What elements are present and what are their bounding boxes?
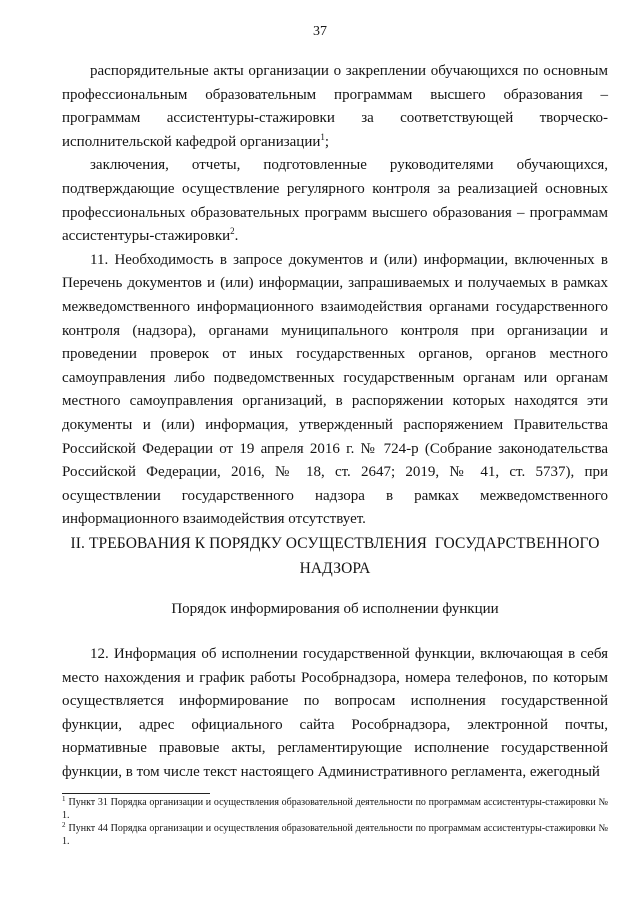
bottom-text-block [62, 643, 608, 785]
section-title-line: НАДЗОРА [299, 560, 371, 577]
footnote-reference: 2 [230, 226, 235, 237]
footnote-text: Пункт 44 Порядка организации и осуществления образовательной деятельности по программам ассистентуры-стажировки № 1. [62, 823, 608, 847]
section-title-line: II. ТРЕБОВАНИЯ К ПОРЯДКУ ОСУЩЕСТВЛЕНИЯ ГОСУДАРСТВЕННОГО [70, 535, 600, 552]
paragraph-text: распорядительные акты организации о закреплении обучающихся по основным профессиональным образовательным программам высшего образования – программам ассистентуры-стажировки за соответствующей творческо-исполнительской кафедрой организации [62, 63, 608, 150]
footnote-divider [62, 793, 210, 794]
page-number: 37 [313, 24, 327, 39]
paragraph-orders [62, 60, 608, 154]
paragraph-tail: ; [324, 133, 330, 150]
top-text-block [62, 60, 608, 532]
paragraph-tail: . [234, 228, 239, 245]
paragraph-text: заключения, отчеты, подготовленные руководителями обучающихся, подтверждающие осуществление регулярного контроля за реализацией основных профессиональных образовательных программ высшего образования – программам ассистентуры-стажировки [62, 157, 608, 245]
paragraph-conclusions [62, 154, 608, 248]
paragraph-text: 11. Необходимость в запросе документов и (или) информации, включенных в Перечень документов и (или) информации, запрашиваемых и получаемых в рамках межведомственного информационного взаимодействия органами государственного контроля (надзора), органами муниципального контроля при организации и проведении проверок от иных государственных органов, органов местного самоуправления либо подведомственных государственным органам или органам местного самоуправления организаций, в распоряжении которых находятся эти документы и (или) информация, утвержденный распоряжением Правительства Российской Федерации от 19 апреля 2016 г. № 724-р (Собрание законодательства Российской Федерации, 2016, № 18, ст. 2647; 2019, № 41, ст. 5737), при осуществлении государственного надзора в рамках межведомственного информационного взаимодействия отсутствует. [62, 251, 608, 528]
footnote-reference: 1 [320, 131, 325, 142]
footnote-mark: 2 [62, 820, 66, 829]
footnote [62, 820, 608, 848]
footnotes [62, 794, 608, 849]
paragraph-11 [62, 249, 608, 532]
footnote-text: Пункт 31 Порядка организации и осуществления образовательной деятельности по программам ассистентуры-стажировки № 1. [62, 797, 608, 821]
footnote-mark: 1 [62, 794, 66, 803]
subsection-title: Порядок информирования об исполнении функции [171, 601, 499, 617]
paragraph-12: 12. Информация об исполнении государственной функции, включающая в себя место нахождения и график работы Рособрнадзора, номера телефонов, по которым осуществляется информирование по вопросам исполнения государственной функции, адрес официального сайта Рособрнадзора, электронной почты, нормативные правовые акты, регламентирующие исполнение государственной функции, в том числе текст настоящего Административного регламента, ежегодный [62, 646, 608, 780]
footnote [62, 794, 608, 822]
section-title [62, 531, 608, 581]
